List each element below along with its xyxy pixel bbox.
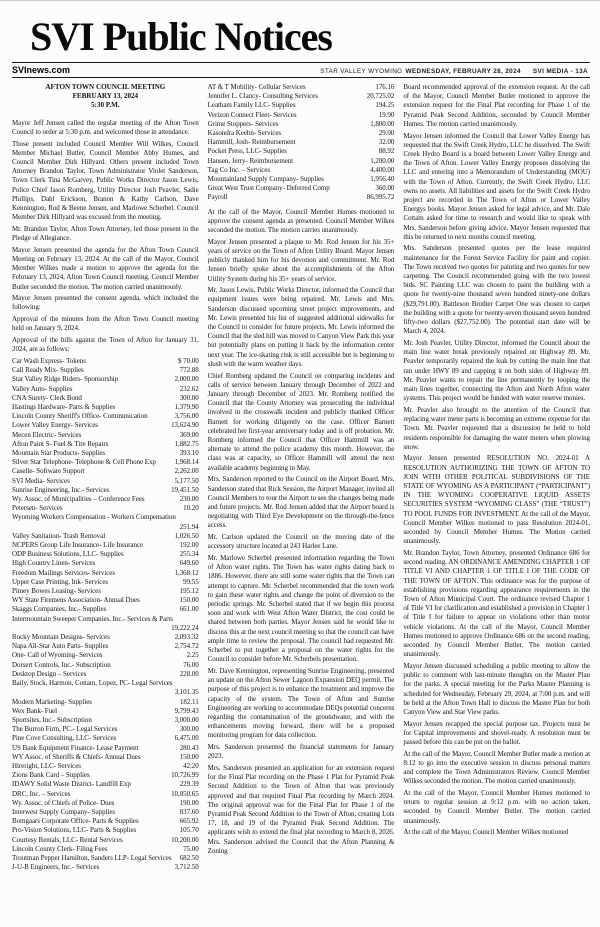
bill-row — [12, 375, 199, 384]
bill-payee: WY State Firemens Association- Annual Dues — [12, 596, 140, 605]
bill-amount: 229.39 — [179, 780, 199, 789]
bill-row — [12, 550, 199, 559]
notice-heading — [12, 83, 199, 111]
bill-payee: Sunrise Engineering, Inc.- Services — [12, 485, 110, 494]
bill-amount: 182.11 — [179, 697, 199, 706]
bill-row — [12, 605, 199, 614]
bill-payee: Car Wash Express- Tokens — [12, 356, 86, 365]
bill-row — [12, 578, 199, 587]
bill-row — [12, 504, 199, 513]
site-url[interactable]: SVInews.com — [12, 65, 71, 75]
bill-payee: Wex Bank- Fuel — [12, 706, 58, 715]
bill-amount: 3,756.00 — [174, 412, 199, 421]
bill-amount: 192.00 — [179, 541, 199, 550]
paragraph: Mr. Brandon Taylor, Town Attorney, presented Ordinance 686 for second reading, AN ORDINANCE AMENDING CHAPTER 1 OF TITLE VI AND CHAPTER 1 OF TITLE I OF THE CODE OF THE TOWN OF AFTON. This ordinance was for the purpose of establishing provisions regarding appearance requirements in the Town of Afton Municipal Court. The ordinance revised Chapter 1 of Title VI for clarification and established a provision in Chapter 1 of Title I for failure to appear on violations other than motor vehicle violations. At the call of the Mayor, Council Member Humes motioned to approve Ordinance 686 on the second reading, seconded by Council Member Butler. The motion carried unanimously. — [403, 548, 591, 659]
bill-amount: 2,262.00 — [174, 467, 199, 476]
publication-title: SVI Public Notices — [30, 14, 332, 59]
bill-payee: The Burron Firm, PC.- Legal Services — [12, 725, 118, 734]
edition-label: SVI MEDIA - 13A — [532, 68, 588, 75]
bill-amount: 1,968.14 — [174, 458, 199, 467]
bill-payee: US Bank Equipment Finance- Lease Payment — [12, 743, 139, 752]
paragraph: Mrs. Sanderson presented quotes per the lease required maintenance for the Forest Service Facility for paint and copier. The Town received two quotes for painting and two quotes for new carpeting. The Council recommended going with the two lowest bids. SC Painting LLC was chosen to paint the building with a quote for twenty-nine thousand seven hundred ninety-one dollars ($29,791.00). Battleson Brother Carpet One was chosen to carpet the building with a quote for twenty-seven thousand seven hundred fifty-two dollars ($27,752.00). The potential start date will be March 4, 2024. — [403, 244, 591, 336]
bill-payee: Hireright, LLC- Services — [12, 761, 81, 770]
bill-amount: 682.50 — [179, 853, 199, 862]
bill-amount: 230.00 — [179, 495, 199, 504]
bill-payee: Mountainland Supply Company- Supplies — [207, 175, 324, 184]
bill-amount: 3,712.50 — [174, 863, 199, 872]
bill-amount: 837.60 — [179, 807, 199, 816]
paragraph: Mr. Jason Lewis, Public Works Director, informed the Council that equipment issues were being repaired. Mr. Lewis and Mrs. Sanderson discussed upcoming street project improvements, and Mr. Lewis presented his list of suggested additional sidewalks for the Council to consider for future projects. Mr. Lewis informed the Council that the sled hill was moved to Canyon View Park this year but potentially plans on putting it back by the information center next year. The ice-skating rink is still accessible but is beginning to slush with the warm weather days. — [207, 286, 395, 368]
bill-row — [12, 615, 199, 633]
bill-amount: 2,754.72 — [174, 642, 199, 651]
bill-row — [12, 836, 199, 845]
paragraph: Those present included Council Member Will Wilkes, Council Member Michael Butler, Council Member Abby Humes, and Council Member Dirk Hillyard. Others present included Town Attorney Brandon Taylor, Town Administrator Violet Sanderson, Town Clerk Tina McGarvey, Public Works Director Jason Lewis, Police Chief Jason Romberg, Utility Director Josh Peavler, Sadie Phillips, Dahl Erickson, Branon & Kathy Carlson, Dave Kennington, Rod & Beene Jensen, and Marlowe Scherbel. Council Member Dirk Hillyard was excused from the meeting. — [12, 139, 199, 222]
bill-payee: Payroll — [207, 193, 228, 202]
bill-row — [12, 799, 199, 808]
bill-row — [12, 670, 199, 679]
bill-amount: 32.00 — [378, 138, 395, 147]
bill-row — [12, 394, 199, 403]
bill-row — [208, 83, 395, 92]
middle-bills-list — [208, 83, 395, 203]
bill-payee: Petersen- Services — [12, 504, 63, 513]
bill-payee: Wy. Assoc. of Municipalities – Conference Fees — [12, 495, 145, 504]
bill-payee: Great West Trust Company- Deferred Comp — [207, 184, 330, 193]
bill-row — [208, 157, 395, 166]
bill-row — [12, 661, 199, 670]
bill-payee: Modern Marketing- Supplies — [12, 697, 92, 706]
bill-amount: 661.00 — [179, 605, 199, 614]
paragraph: At the call of the Mayor, Council Member Humes motioned to approve the consent agenda as presented. Council Member Wilkes seconded the motion. The motion carries unanimously. — [207, 207, 395, 235]
paragraph: Mayor Jensen recapped the special purpose tax. Projects must be for Capital improvements and shovel-ready. A resolution must be passed before this can be put on the ballot. — [403, 719, 591, 747]
bill-row — [12, 698, 199, 707]
bill-row — [208, 138, 395, 147]
bill-payee: Mountain Star Products- Supplies — [12, 449, 106, 458]
paragraph: Mayor Jeff Jensen called the regular meeting of the Afton Town Council to order at 5:30 p.m. and welcomed those in attendance. — [12, 118, 199, 136]
bill-amount: 5,177.50 — [174, 476, 199, 485]
bill-amount: 29.00 — [378, 129, 395, 138]
paragraph: Mayor Jensen presented RESOLUTION NO. 2024-01 A RESOLUTION AUTHORIZING THE TOWN OF AFTON TO JOIN WITH OTHER POLITICAL SUBDIVISIONS OF THE STATE OF WYOMING AS A PARTICIPANT (“PARTICIPANT”) IN THE WYOMING COOPERATIVE LIQUID ASSETS SECURITIES SYSTEM “WYOMING CLASS” (THE “TRUST”) TO POOL FUNDS FOR INVESTMENT. At the call of the Mayor, Council Member Wilkes motioned to pass Resolution 2024-01, seconded by Council Member Humes. The Motion carried unanimously. — [403, 454, 591, 546]
bill-row — [12, 753, 199, 762]
bill-row — [12, 357, 199, 366]
bill-amount: 1,956.40 — [370, 175, 395, 184]
bill-payee: J-U-B Engineers, Inc.- Services — [12, 863, 100, 872]
bill-row — [12, 366, 199, 375]
bill-amount: 10.20 — [183, 504, 199, 513]
bill-row — [208, 129, 395, 138]
bill-amount: 9,799.43 — [174, 706, 199, 715]
bill-payee: Sportsites, Inc.- Subscription — [12, 715, 92, 724]
bill-payee: Tag Co Inc. – Services — [207, 165, 271, 174]
paragraph: Mrs. Sanderson presented an application for an extension request for the Final Plat recording on the Phase 1 Plat for Pyramid Peak Second Addition to the Town of Afton that was previously approved and that required Final Plat recording by March 2024. The original approval was for the Final Plat for Phase 1 of the Pyramid Peak Second Addition to the Town of Afton, creating Lots 17, 18, and 19 of the Pyramid Peak Second Addition. The applicants wish to extend the final plat recording to March 8, 2026. Mrs. Sanderson advised the Council that the Afton Planning & Zoning — [207, 763, 395, 855]
bill-amount: 2,093.32 — [174, 633, 199, 642]
bill-amount: 251.94 — [179, 522, 199, 531]
bill-amount: 19,222.24 — [171, 623, 199, 632]
bill-amount: 3,101.35 — [174, 688, 199, 697]
bill-amount: 19.90 — [378, 110, 395, 119]
bill-row — [12, 532, 199, 541]
bill-row — [12, 854, 199, 863]
dateline-date: WEDNESDAY, FEBRUARY 28, 2024 — [405, 68, 521, 75]
right-paragraphs — [403, 83, 590, 838]
bill-row — [12, 707, 199, 716]
bill-amount: 1,200.00 — [370, 156, 395, 165]
bill-row — [12, 541, 199, 550]
paragraph: Mayor Jensen presented the agenda for the Afton Town Council Meeting on February 13, 2024. At the call of the Mayor, Council Member Wilkes made a motion to approve the agenda for the February 13, 2024, Afton Town Council meeting. Council Member Butler seconded the motion. The motion carried unanimously. — [12, 245, 199, 291]
bill-row — [12, 569, 199, 578]
bill-amount: 1,379.90 — [174, 403, 199, 411]
bill-payee: Kasondra Keehn- Services — [207, 129, 282, 138]
bill-amount: 10,726.99 — [171, 771, 199, 780]
bill-payee: Pitney Bowes Leasing- Services — [12, 587, 101, 596]
bill-amount: 649.60 — [179, 559, 199, 568]
bill-amount: 255.34 — [179, 550, 199, 559]
bill-payee: Lincoln County Sheriff's Office- Communication — [12, 412, 148, 421]
bill-row — [208, 111, 395, 120]
bill-row — [12, 477, 199, 486]
bill-amount: 2,000.00 — [174, 375, 199, 384]
bill-payee: Courtesy Rentals, LLC- Rental Services — [12, 835, 123, 844]
bill-payee: ODP Business Solutions, LLC- Supplies — [12, 550, 124, 559]
paragraph: At the call of the Mayor, Council Member Humes motioned to return to regular session at 9:12 p.m. with no action taken, seconded by Council Member Butler. The motion carried unanimously. — [403, 789, 591, 825]
bill-row — [208, 101, 395, 110]
bill-payee: Hastings Hardware- Parts & Supplies — [12, 403, 116, 411]
paragraph: At the call of the Mayor, Council Member Butler made a motion at 8:12 to go into the executive session to discuss personal matters and complete the Town Administrators Review. Council Member Wilkes seconded the motion. The motion carried unanimously. — [403, 749, 591, 786]
notice-time: 5:30 P.M. — [91, 101, 120, 110]
paragraph: Mr. Carlson updated the Council on the moving date of the accessory structure located at 243 Harlee Lane. — [207, 533, 395, 551]
bill-payee: Mecen Electric- Services — [12, 430, 82, 439]
bill-payee: Lincoln County Clerk- Filing Fees — [12, 844, 108, 853]
bill-payee: Intermountain Sweeper Companies, Inc.- Services & Parts — [12, 614, 173, 623]
bill-row — [12, 633, 199, 642]
bill-amount: 10,850.65 — [171, 789, 199, 798]
column-right — [403, 83, 590, 872]
dateline-region: STAR VALLEY WYOMING — [320, 68, 403, 75]
bill-payee: Upper Case Printing, Ink- Services — [12, 577, 109, 586]
bill-row — [12, 596, 199, 605]
bill-row — [12, 431, 199, 440]
bill-amount: 232.62 — [179, 384, 199, 393]
bill-amount: 99.55 — [183, 577, 199, 586]
bill-amount: 105.70 — [179, 826, 199, 835]
bill-payee: Valley Auto- Supplies — [12, 384, 73, 393]
bill-payee: NCPERS Group Life Insurance- Life Insurance — [12, 541, 144, 550]
bill-amount: 176.16 — [375, 83, 395, 91]
bill-payee: Zions Bank Card – Supplies — [12, 771, 90, 780]
bill-payee: Dorsert Controls, Inc.- Subscription — [12, 660, 111, 669]
bill-row — [12, 642, 199, 651]
bill-amount: 20,725.02 — [366, 92, 395, 101]
bill-payee: Call Ready Mix- Supplies — [12, 366, 84, 375]
bill-payee: Leatham Family LLC- Supplies — [207, 101, 296, 110]
bill-row — [208, 175, 395, 184]
bill-amount: 300.00 — [179, 393, 199, 402]
bill-payee: Jennifer L. Clancy- Consulting Services — [207, 92, 318, 101]
paragraph: Chief Romberg updated the Council on comparing incidents and calls of service between January through December of 2022 and January through December of 2023. Mr. Romberg notified the Council that the County Attorney was prosecuting the individual involved in the crosswalk incident and publicly thanked Officer Barnett for working diligently on the case. Officer Barnett celebrated her first-year anniversary today and is off probation. Mr. Romberg informed the Council that Officer Hammill was an alternate to attend the police academy this month. However, the class was at capacity, so Officer Hammill will attend the next available academy beginning in May. — [207, 371, 395, 472]
bill-payee: Silver Star Telephone- Telephone & Cell Phone Exp — [12, 458, 156, 467]
bill-row — [12, 412, 199, 421]
bill-amount: 280.43 — [179, 743, 199, 752]
paragraph: Mayor Jensen presented a plaque to Mr. Rod Jensen for his 35+ years of service on the Town of Afton Utility Board. Mayor Jensen publicly thanked him for his devotion and commitment. Mr. Rod Jensen briefly spoke about the accomplishments of the Afton Utility System during his 35+ years of service. — [207, 237, 395, 283]
paragraph: Mr. Marlowe Scherbel presented information regarding the Town of Afton water rights. The Town has water rights dating back to 1886. However, there are still some water rights that the Town can attempt to capture. Mr. Scherbel recommended that the town work to gain these water rights and change the point of diversion to the periodic springs. Mr. Scherbel stated that if we begin this process soon and work with West Afton Water District, the cost could be shared between both parties. Mayor Jensen said he would like to discuss this at the next council meeting so that the council can have ample time to review the proposal. The council had requested Mr. Scherbel to put together a proposal on the water rights for the Council to consider before Mr. Scherbels presentation. — [207, 553, 395, 664]
bill-row — [208, 184, 395, 193]
paragraph: At the call of the Mayor, Council Member Wilkes motioned — [403, 828, 569, 837]
bill-row — [12, 458, 199, 467]
notice-title: AFTON TOWN COUNCIL MEETING — [45, 83, 166, 91]
paragraph: Mr. Peavler also brought to the attention of the Council that replacing water meter parts is becoming an extreme expense for the Town. Mr. Peavler requested that a discussion be held to hold residents responsible for damaging the water meters when plowing snow. — [403, 405, 591, 451]
bill-payee: Pro-Vision Solutions, LLC- Parts & Supplies — [12, 826, 137, 835]
bill-amount: 1,368.12 — [174, 568, 199, 577]
bill-amount: 2.25 — [186, 651, 199, 660]
bill-amount: 150.00 — [179, 752, 199, 761]
notice-body — [12, 83, 590, 872]
bill-payee: Interwest Supply Company- Supplies — [12, 807, 116, 816]
bill-row — [12, 771, 199, 780]
paragraph: Board recommended approval of the extension request. At the call of the Mayor, Council Member Butler motioned to approve the extension request for the Final Plat recording for Phase 1 of the Pyramid Peak Second Addition, seconded by Council Member Humes. The motion carried unanimously. — [403, 83, 591, 128]
bill-payee: Verizon Connect Fleet- Services — [207, 110, 297, 119]
bill-row — [12, 559, 199, 568]
bill-payee: Afton Paint S- Fuel & Tire Repairs — [12, 439, 109, 448]
bill-payee: Wy. Assoc. of Chiefs of Police- Dues — [12, 798, 115, 807]
bill-row — [12, 734, 199, 743]
bill-payee: Pocket Press, LLC- Supplies — [207, 147, 287, 156]
bill-payee: Napa All-Star Auto Parts- Supplies — [12, 642, 109, 651]
bill-payee: Lower Valley Energy- Services — [12, 421, 98, 430]
bill-payee: Grime Stoppers- Services — [207, 119, 279, 128]
bill-row — [12, 385, 199, 394]
bill-payee: Skaggs Companies, Inc.- Supplies — [12, 605, 107, 614]
bill-payee: Rocky Mountain Designs- Services — [12, 633, 110, 642]
bill-amount: 190.00 — [179, 798, 199, 807]
bill-row — [12, 817, 199, 826]
bill-payee: WY Assoc. of Sheriffs & Chiefs- Annual Dues — [12, 752, 141, 761]
bill-amount: 6,475.00 — [174, 734, 199, 743]
paragraph: Mr. Josh Peavler, Utility Director, informed the Council about the main line water break previously repaired on Highway 89. Mr. Peavler temporarily repaired the leak by cutting the main line that ran under HWY 89 and capping it on both sides of Highway 89. Mr. Peavler wants to repair the line permanently by looping the main lines together, connecting the Afton and North Afton water systems. This project would be funded with water reserve monies. — [403, 338, 591, 403]
bill-payee: One- Call of Wyoming- Services — [12, 651, 103, 660]
bill-row — [208, 120, 395, 129]
paragraph: Mrs. Sanderson presented the financial statements for January 2023. — [207, 743, 395, 761]
bill-row — [12, 744, 199, 753]
bill-payee: Baily, Stock, Harmon, Cottam, Lopez, PC- Legal Services — [12, 679, 173, 688]
bill-amount: 75.00 — [183, 844, 199, 853]
column-middle — [208, 83, 395, 872]
bill-row — [12, 486, 199, 495]
paragraph: Approval of the bills against the Town of Afton for January 31, 2024, are as follows: — [12, 336, 199, 354]
bill-payee: DRC, Inc. – Services — [12, 789, 71, 798]
bill-payee: Pine Cove Consulting, LLC- Services — [12, 734, 117, 743]
bill-amount: 228.00 — [179, 669, 199, 678]
bill-amount: 42.20 — [183, 761, 199, 770]
bill-row — [208, 193, 395, 202]
left-bills-list — [12, 357, 199, 872]
paragraph: Mr. Brandon Taylor, Afton Town Attorney, led those present in the Pledge of Allegiance. — [12, 224, 199, 243]
bill-amount: 1,026.50 — [174, 531, 199, 540]
middle-paragraphs — [208, 208, 395, 856]
bill-row — [12, 826, 199, 835]
bill-row — [208, 92, 395, 101]
bill-payee: High Country Linen- Services — [12, 559, 96, 568]
bill-row — [12, 679, 199, 697]
bill-payee: IDAWY Solid Waste District- Landfill Exp — [12, 780, 131, 789]
bill-amount: 1,882.75 — [174, 439, 199, 448]
paragraph: Mr. Dave Kennington, representing Sunrise Engineering, presented an update on the Afton Sewer Lagoon Expansion DEQ permit. The purpose of this project is to enhance the treatment and improve the capacity of the system. The Town of Afton and Sunrise Engineering are working to accommodate DEQs potential concerns regarding the contamination of the groundwater, and with the enhancements moving forward, there will be a proposed monitoring program for data collection. — [207, 666, 395, 740]
bill-amount: 10,200.00 — [171, 835, 199, 844]
bill-payee: Desktop Design – Services — [12, 669, 87, 678]
bill-amount: 393.10 — [179, 449, 199, 458]
bill-row — [12, 651, 199, 660]
bill-payee: CNA Surety- Clerk Bond — [12, 393, 82, 402]
bill-amount: 1,800.00 — [370, 119, 395, 128]
bill-row — [12, 762, 199, 771]
bill-row — [208, 147, 395, 156]
paragraph: Approval of the minutes from the Afton Town Council meeting held on January 9, 2024. — [12, 315, 199, 333]
bill-amount: $ 70.00 — [178, 356, 199, 365]
bill-amount: 772.88 — [179, 366, 199, 375]
left-paragraphs — [12, 119, 199, 355]
bill-amount: 369.00 — [179, 430, 199, 439]
bill-payee: Hammill, Josh- Reimbursement — [207, 138, 296, 147]
bill-row — [12, 845, 199, 854]
bill-amount: 360.00 — [375, 184, 395, 193]
bill-row — [12, 403, 199, 412]
notice-date: FEBRUARY 13, 2024 — [72, 92, 139, 101]
bill-amount: 300.00 — [179, 725, 199, 734]
bill-amount: 194.25 — [375, 101, 395, 110]
bill-payee: Valley Sanitation- Trash Removal — [12, 531, 106, 540]
bill-row — [12, 449, 199, 458]
bill-amount: 195.12 — [179, 587, 199, 596]
bill-row — [12, 790, 199, 799]
bill-amount: 3,000.00 — [174, 715, 199, 724]
masthead-bar — [12, 62, 590, 78]
bill-row — [12, 725, 199, 734]
bill-amount: 665.92 — [179, 817, 199, 826]
bill-payee: Caselle- Software Support — [12, 467, 85, 476]
bill-payee: Star Valley Ridge Riders- Sponsorship — [12, 375, 119, 384]
dateline — [320, 68, 588, 75]
bill-amount: 19,451.50 — [171, 485, 199, 494]
bill-row — [12, 716, 199, 725]
paragraph: Mrs. Sanderson reported to the Council on the Airport Board. Mrs. Sanderson stated that Rick Session, the Airport Manager, invited all Council Members to tour the Airport to see the changes being made and future projects. Mr. Rod Jensen added that the Airport board is negotiating with Third Eye Development on the through-the-fence access. — [207, 475, 395, 530]
bill-amount: 150.00 — [179, 596, 199, 605]
bill-row — [12, 513, 199, 531]
paragraph: Mayor Jensen presented the consent agenda, which included the following: — [12, 294, 199, 312]
bill-row — [12, 421, 199, 430]
bill-payee: AT & T Mobility- Cellular Services — [207, 83, 306, 91]
bill-row — [12, 780, 199, 789]
bill-payee: Bomgaars Corporate Office- Parts & Supplies — [12, 817, 139, 826]
bill-row — [12, 440, 199, 449]
bill-amount: 76.00 — [183, 660, 199, 669]
bill-payee: SVI Media- Services — [12, 476, 70, 485]
bill-row — [208, 166, 395, 175]
bill-row — [12, 863, 199, 872]
column-left — [12, 83, 199, 872]
masthead — [12, 15, 590, 78]
bill-row — [12, 808, 199, 817]
bill-amount: 86,995.72 — [366, 193, 395, 202]
bill-row — [12, 587, 199, 596]
bill-row — [12, 495, 199, 504]
paragraph: Mayor Jensen informed the Council that Lower Valley Energy has requested that the Swift Creek Hydro, LLC be dissolved. The Swift Creek Hydro Board is a board between Lower Valley Energy and the Town of Afton. Lower Valley Energy proposes dissolving the LLC and entering into a Memorandum of Understanding (MOU) with the Town of Afton. Currently, the Swift Creek Hydro, LLC owns no assets. All liabilities and assets for the Swift Creek Hydro project are recorded in The Town of Afton or Lower Valley Energys books. Mayor Jensen asked for legal advice, and Mr. Dale Cottam asked for time to research and would like to speak with Mrs. Sanderson before giving advice. Mayor Jensen requested that this be returned to next months council meeting. — [403, 131, 591, 241]
bill-payee: Troutman Pepper Hamilton, Sanders LLP- Legal Services — [12, 853, 172, 862]
bill-row — [12, 467, 199, 476]
paragraph: Mayor Jensen discussed scheduling a public meeting to allow the public to comment with last-minute thoughts on the Master Plan for the parks. A special meeting for the Parks Master Planning is scheduled for Wednesday, February 29, 2024, at 7:00 p.m. and will be held at the Afton Town Hall to discuss the Master Plan for both Canyon View and Star View parks. — [403, 661, 591, 716]
bill-amount: 13,624.90 — [171, 421, 199, 430]
bill-payee: Freedom Mailings Services- Services — [12, 568, 116, 577]
bill-amount: 4,400.00 — [370, 165, 395, 174]
bill-amount: 88.92 — [378, 147, 395, 156]
bill-payee: Hansen, Jerry- Reimbursement — [207, 156, 294, 165]
bill-payee: Wyoming Workers Compensation - Workers Compensation — [12, 513, 176, 522]
